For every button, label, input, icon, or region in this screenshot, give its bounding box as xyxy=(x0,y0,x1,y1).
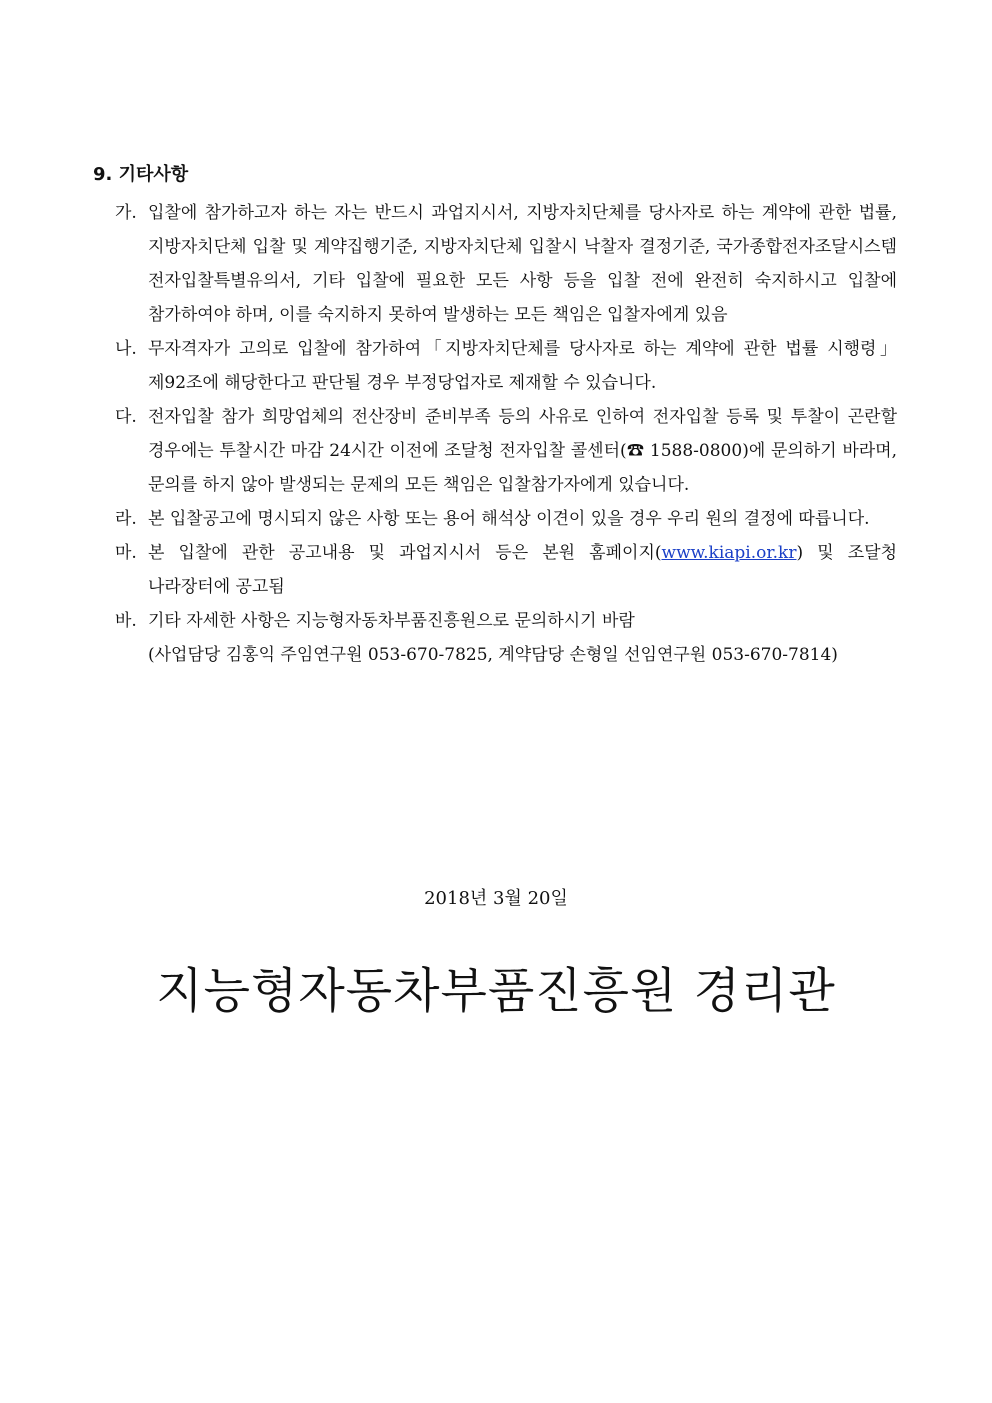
item-text xyxy=(148,536,897,604)
item-text-main: 기타 자세한 사항은 지능형자동차부품진흥원으로 문의하시기 바람 xyxy=(148,611,635,631)
item-marker: 가. xyxy=(115,203,137,223)
item-text: 무자격자가 고의로 입찰에 참가하여「지방자치단체를 당사자로 하는 계약에 관한 법률 시행령」제92조에 해당한다고 판단될 경우 부정당업자로 제재할 수 있습니다. xyxy=(148,339,897,393)
item-text: 입찰에 참가하고자 하는 자는 반드시 과업지시서, 지방자치단체를 당사자로 하는 계약에 관한 법률, 지방자치단체 입찰 및 계약집행기준, 지방자치단체 입찰시 낙찰자 결정기준, 국가종합전자조달시스템 전자입찰특별유의서, 기타 입찰에 필요한 모든 사항 등을 입찰 전에 완전히 숙지하시고 입찰에 참가하여야 하며, 이를 숙지하지 못하여 발생하는 모든 책임은 입찰자에게 있음 xyxy=(148,203,897,325)
list-item xyxy=(115,400,897,502)
list-item xyxy=(115,604,897,672)
item-text: 전자입찰 참가 희망업체의 전산장비 준비부족 등의 사유로 인하여 전자입찰 등록 및 투찰이 곤란할 경우에는 투찰시간 마감 24시간 이전에 조달청 전자입찰 콜센터(☎ 1588-0800)에 문의하기 바라며, 문의를 하지 않아 발생되는 문제의 모든 책임은 입찰참가자에게 있습니다. xyxy=(148,407,897,495)
item-text: 본 입찰공고에 명시되지 않은 사항 또는 용어 해석상 이견이 있을 경우 우리 원의 결정에 따릅니다. xyxy=(148,509,870,529)
contact-note: (사업담당 김홍익 주임연구원 053-670-7825, 계약담당 손형일 선임연구원 053-670-7814) xyxy=(148,645,838,665)
item-text-before: 본 입찰에 관한 공고내용 및 과업지시서 등은 본원 홈페이지( xyxy=(148,543,662,563)
notice-list xyxy=(115,196,897,672)
item-marker: 라. xyxy=(115,509,137,529)
item-marker: 나. xyxy=(115,339,137,359)
section-title: 9. 기타사항 xyxy=(93,164,189,185)
item-text xyxy=(148,604,897,672)
list-item xyxy=(115,196,897,332)
item-marker: 바. xyxy=(115,611,137,631)
homepage-link[interactable]: www.kiapi.or.kr xyxy=(661,543,797,563)
list-item xyxy=(115,502,897,536)
issuer-signature: 지능형자동차부품진흥원 경리관 xyxy=(156,963,836,1019)
item-marker: 다. xyxy=(115,407,137,427)
list-item xyxy=(115,536,897,604)
notice-date: 2018년 3월 20일 xyxy=(424,888,568,909)
list-item xyxy=(115,332,897,400)
item-text-after: ) 및 조달청 나라장터에 공고됨 xyxy=(148,543,897,597)
item-marker: 마. xyxy=(115,543,137,563)
